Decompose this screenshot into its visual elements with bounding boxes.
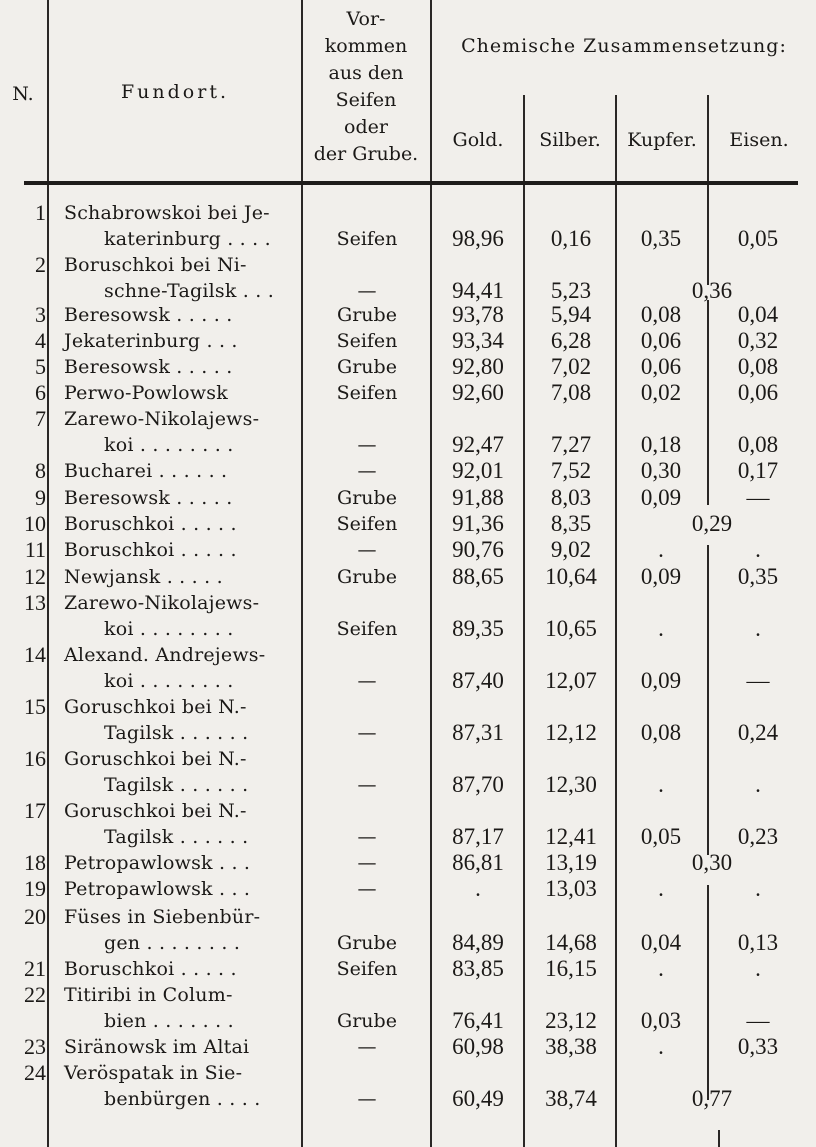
row-gold: 83,85 — [452, 956, 504, 981]
row-occurrence: — — [357, 722, 377, 744]
row-gold: 60,98 — [452, 1034, 504, 1059]
row-number: 20 — [24, 904, 46, 929]
row-silver: 38,74 — [545, 1086, 597, 1111]
row-iron: 0,08 — [737, 432, 779, 457]
row-location-line1: Petropawlowsk . . . — [64, 852, 251, 874]
row-number: 4 — [35, 328, 46, 353]
row-copper: 0,03 — [640, 1008, 682, 1033]
rule-copper-iron-tail — [718, 1130, 720, 1147]
header-rule — [24, 181, 798, 185]
row-copper: 0,09 — [640, 564, 682, 589]
rule-copper-iron-seg3 — [707, 545, 709, 855]
row-copper-iron-combined: 0,30 — [691, 850, 733, 875]
row-location — [64, 798, 300, 850]
row-location-line1: Boruschkoi bei Ni- — [64, 254, 247, 276]
row-gold: 90,76 — [452, 537, 504, 562]
row-occurrence: Grube — [337, 1010, 397, 1032]
row-number: 8 — [35, 458, 46, 483]
row-number: 3 — [35, 302, 46, 327]
row-location-line2: koi . . . . . . . . — [104, 618, 234, 640]
row-number: 7 — [35, 406, 46, 431]
row-copper: . — [658, 537, 664, 562]
row-number: 12 — [24, 564, 46, 589]
row-location-line1: Bucharei . . . . . . — [64, 460, 228, 482]
row-copper: 0,35 — [640, 226, 682, 251]
row-number: 13 — [24, 590, 46, 615]
row-location — [64, 406, 300, 458]
row-occurrence: — — [357, 826, 377, 848]
row-location-line1: Goruschkoi bei N.- — [64, 696, 247, 718]
row-silver: 12,41 — [545, 824, 597, 849]
row-location — [64, 850, 300, 876]
row-copper: 0,02 — [640, 380, 682, 405]
row-location — [64, 876, 300, 902]
row-copper: . — [658, 1034, 664, 1059]
row-occurrence: Grube — [337, 566, 397, 588]
row-occurrence: Seifen — [336, 958, 398, 980]
row-number: 6 — [35, 380, 46, 405]
row-location-line1: Perwo-Powlowsk — [64, 382, 228, 404]
row-location-line1: Veröspatak in Sie- — [64, 1062, 243, 1084]
row-location-line1: Beresowsk . . . . . — [64, 487, 233, 509]
row-location — [64, 590, 300, 642]
row-location-line1: Zarewo-Nikolajews- — [64, 592, 260, 614]
row-silver: 7,27 — [550, 432, 592, 457]
row-gold: 87,40 — [452, 668, 504, 693]
row-copper: 0,18 — [640, 432, 682, 457]
row-location-line1: Beresowsk . . . . . — [64, 356, 233, 378]
row-gold: 98,96 — [452, 226, 504, 251]
row-location — [64, 694, 300, 746]
row-location — [64, 537, 300, 563]
row-location — [64, 956, 300, 982]
row-iron: — — [746, 668, 770, 693]
row-occurrence: Grube — [337, 304, 397, 326]
row-silver: 5,94 — [550, 302, 592, 327]
row-occurrence: — — [357, 539, 377, 561]
row-silver: 23,12 — [545, 1008, 597, 1033]
row-silver: 6,28 — [550, 328, 592, 353]
row-silver: 7,52 — [550, 458, 592, 483]
row-copper: 0,08 — [640, 720, 682, 745]
row-iron: 0,17 — [737, 458, 779, 483]
row-location-line1: Boruschkoi . . . . . — [64, 958, 237, 980]
row-location-line1: Beresowsk . . . . . — [64, 304, 233, 326]
row-iron: 0,06 — [737, 380, 779, 405]
row-location — [64, 485, 300, 511]
row-silver: 7,02 — [550, 354, 592, 379]
row-occurrence: Seifen — [336, 228, 398, 250]
row-number: 24 — [24, 1060, 46, 1085]
row-location-line1: Siränowsk im Altai — [64, 1036, 250, 1058]
row-gold: 87,70 — [452, 772, 504, 797]
row-copper: 0,09 — [640, 668, 682, 693]
row-location — [64, 252, 300, 304]
row-gold: 89,35 — [452, 616, 504, 641]
row-iron: 0,32 — [737, 328, 779, 353]
row-copper-iron-combined: 0,29 — [691, 511, 733, 536]
header-iron: Eisen. — [729, 129, 789, 151]
row-location-line2: Tagilsk . . . . . . — [104, 774, 249, 796]
row-copper: . — [658, 772, 664, 797]
row-location — [64, 302, 300, 328]
row-location-line2: benbürgen . . . . — [104, 1088, 261, 1110]
row-occurrence: — — [357, 670, 377, 692]
row-number: 5 — [35, 354, 46, 379]
row-number: 23 — [24, 1034, 46, 1059]
row-occurrence: Seifen — [336, 618, 398, 640]
row-silver: 8,35 — [550, 511, 592, 536]
row-location-line1: Jekaterinburg . . . — [64, 330, 238, 352]
row-occurrence: — — [357, 434, 377, 456]
row-iron: . — [755, 616, 761, 641]
row-gold: 86,81 — [452, 850, 504, 875]
row-location — [64, 354, 300, 380]
row-gold: 92,60 — [452, 380, 504, 405]
header-gold: Gold. — [452, 129, 504, 151]
row-gold: 60,49 — [452, 1086, 504, 1111]
row-occurrence: — — [357, 280, 377, 302]
row-copper-iron-combined: 0,36 — [691, 278, 733, 303]
row-number: 9 — [35, 485, 46, 510]
row-location-line1: Zarewo-Nikolajews- — [64, 408, 260, 430]
row-copper: 0,05 — [640, 824, 682, 849]
row-silver: 12,30 — [545, 772, 597, 797]
row-silver: 10,65 — [545, 616, 597, 641]
row-occurrence: Grube — [337, 487, 397, 509]
row-number: 21 — [24, 956, 46, 981]
row-location — [64, 982, 300, 1034]
row-gold: 91,88 — [452, 485, 504, 510]
row-location-line2: katerinburg . . . . — [104, 228, 271, 250]
row-silver: 16,15 — [545, 956, 597, 981]
row-iron: 0,05 — [737, 226, 779, 251]
row-number: 19 — [24, 876, 46, 901]
row-gold: 92,80 — [452, 354, 504, 379]
row-iron: . — [755, 876, 761, 901]
row-copper-iron-combined: 0,77 — [691, 1086, 733, 1111]
row-number: 16 — [24, 746, 46, 771]
row-number: 15 — [24, 694, 46, 719]
row-silver: 10,64 — [545, 564, 597, 589]
row-location-line1: Newjansk . . . . . — [64, 566, 223, 588]
row-gold: 92,47 — [452, 432, 504, 457]
row-occurrence: Seifen — [336, 513, 398, 535]
row-copper: 0,06 — [640, 354, 682, 379]
row-gold: 92,01 — [452, 458, 504, 483]
row-iron: 0,35 — [737, 564, 779, 589]
row-iron: . — [755, 772, 761, 797]
header-occurrence-line: der Grube. — [313, 143, 419, 165]
row-iron: — — [746, 1008, 770, 1033]
row-gold: 84,89 — [452, 930, 504, 955]
row-location — [64, 511, 300, 537]
header-occurrence-line: kommen — [324, 35, 408, 57]
row-silver: 8,03 — [550, 485, 592, 510]
row-iron: . — [755, 537, 761, 562]
row-occurrence: — — [357, 852, 377, 874]
row-location — [64, 1060, 300, 1112]
row-iron: 0,04 — [737, 302, 779, 327]
row-location — [64, 642, 300, 694]
row-location-line1: Füses in Siebenbür- — [64, 906, 261, 928]
row-location — [64, 328, 300, 354]
rule-location-occurrence — [301, 0, 303, 1147]
row-location-line1: Petropawlowsk . . . — [64, 878, 251, 900]
row-number: 17 — [24, 798, 46, 823]
row-copper: . — [658, 876, 664, 901]
row-location-line2: gen . . . . . . . . — [104, 932, 241, 954]
row-silver: 9,02 — [550, 537, 592, 562]
row-copper: . — [658, 956, 664, 981]
row-copper: 0,06 — [640, 328, 682, 353]
row-location — [64, 458, 300, 484]
row-copper: 0,09 — [640, 485, 682, 510]
header-number: N. — [12, 83, 34, 105]
header-occurrence-line: aus den — [328, 62, 404, 84]
row-iron: 0,13 — [737, 930, 779, 955]
row-copper: 0,04 — [640, 930, 682, 955]
header-location: Fundort. — [120, 81, 229, 103]
row-gold: . — [475, 876, 481, 901]
row-location-line1: Boruschkoi . . . . . — [64, 513, 237, 535]
row-occurrence: Grube — [337, 356, 397, 378]
row-location — [64, 746, 300, 798]
row-iron: . — [755, 956, 761, 981]
row-iron: 0,33 — [737, 1034, 779, 1059]
row-location-line1: Goruschkoi bei N.- — [64, 748, 247, 770]
row-occurrence: — — [357, 460, 377, 482]
row-iron: 0,08 — [737, 354, 779, 379]
row-gold: 87,17 — [452, 824, 504, 849]
row-number: 14 — [24, 642, 46, 667]
row-occurrence: Seifen — [336, 330, 398, 352]
row-gold: 87,31 — [452, 720, 504, 745]
row-location-line2: koi . . . . . . . . — [104, 670, 234, 692]
row-location-line2: koi . . . . . . . . — [104, 434, 234, 456]
rule-copper-iron-seg4 — [707, 885, 709, 1100]
row-occurrence: — — [357, 774, 377, 796]
row-copper: 0,30 — [640, 458, 682, 483]
row-gold: 93,78 — [452, 302, 504, 327]
row-gold: 94,41 — [452, 278, 504, 303]
header-occurrence-line: Vor- — [346, 8, 386, 30]
row-occurrence: — — [357, 878, 377, 900]
row-gold: 88,65 — [452, 564, 504, 589]
row-silver: 5,23 — [550, 278, 592, 303]
row-silver: 12,12 — [545, 720, 597, 745]
row-location-line1: Goruschkoi bei N.- — [64, 800, 247, 822]
header-copper: Kupfer. — [627, 129, 697, 151]
row-occurrence: Seifen — [336, 382, 398, 404]
row-silver: 0,16 — [550, 226, 592, 251]
row-location — [64, 380, 300, 406]
row-location-line1: Schabrowskoi bei Je- — [64, 202, 270, 224]
row-location-line1: Boruschkoi . . . . . — [64, 539, 237, 561]
row-location — [64, 564, 300, 590]
row-silver: 14,68 — [545, 930, 597, 955]
row-location-line2: Tagilsk . . . . . . — [104, 722, 249, 744]
row-number: 10 — [24, 511, 46, 536]
row-location-line2: schne-Tagilsk . . . — [104, 280, 274, 302]
row-copper: 0,08 — [640, 302, 682, 327]
row-location — [64, 200, 300, 252]
rule-number-location — [47, 0, 49, 1147]
header-silver: Silber. — [539, 129, 601, 151]
row-location-line1: Alexand. Andrejews- — [64, 644, 266, 666]
row-silver: 13,19 — [545, 850, 597, 875]
row-number: 22 — [24, 982, 46, 1007]
row-copper: . — [658, 616, 664, 641]
row-location — [64, 904, 300, 956]
header-occurrence-line: oder — [344, 116, 388, 138]
row-occurrence: — — [357, 1036, 377, 1058]
header-occurrence-line: Seifen — [335, 89, 397, 111]
row-iron: 0,23 — [737, 824, 779, 849]
rule-copper-iron-top — [707, 95, 709, 285]
row-number: 1 — [35, 200, 46, 225]
row-occurrence: Grube — [337, 932, 397, 954]
row-silver: 7,08 — [550, 380, 592, 405]
row-iron: 0,24 — [737, 720, 779, 745]
row-silver: 13,03 — [545, 876, 597, 901]
row-silver: 38,38 — [545, 1034, 597, 1059]
row-location-line2: Tagilsk . . . . . . — [104, 826, 249, 848]
row-location-line2: bien . . . . . . . — [104, 1010, 234, 1032]
row-gold: 91,36 — [452, 511, 504, 536]
row-gold: 76,41 — [452, 1008, 504, 1033]
row-number: 11 — [24, 537, 46, 562]
row-location — [64, 1034, 300, 1060]
row-number: 2 — [35, 252, 46, 277]
row-number: 18 — [24, 850, 46, 875]
row-iron: — — [746, 485, 770, 510]
row-gold: 93,34 — [452, 328, 504, 353]
row-silver: 12,07 — [545, 668, 597, 693]
header-composition: Chemische Zusammensetzung: — [461, 35, 787, 57]
row-location-line1: Titiribi in Colum- — [64, 984, 233, 1006]
row-occurrence: — — [357, 1088, 377, 1110]
header-occurrence — [303, 6, 429, 168]
